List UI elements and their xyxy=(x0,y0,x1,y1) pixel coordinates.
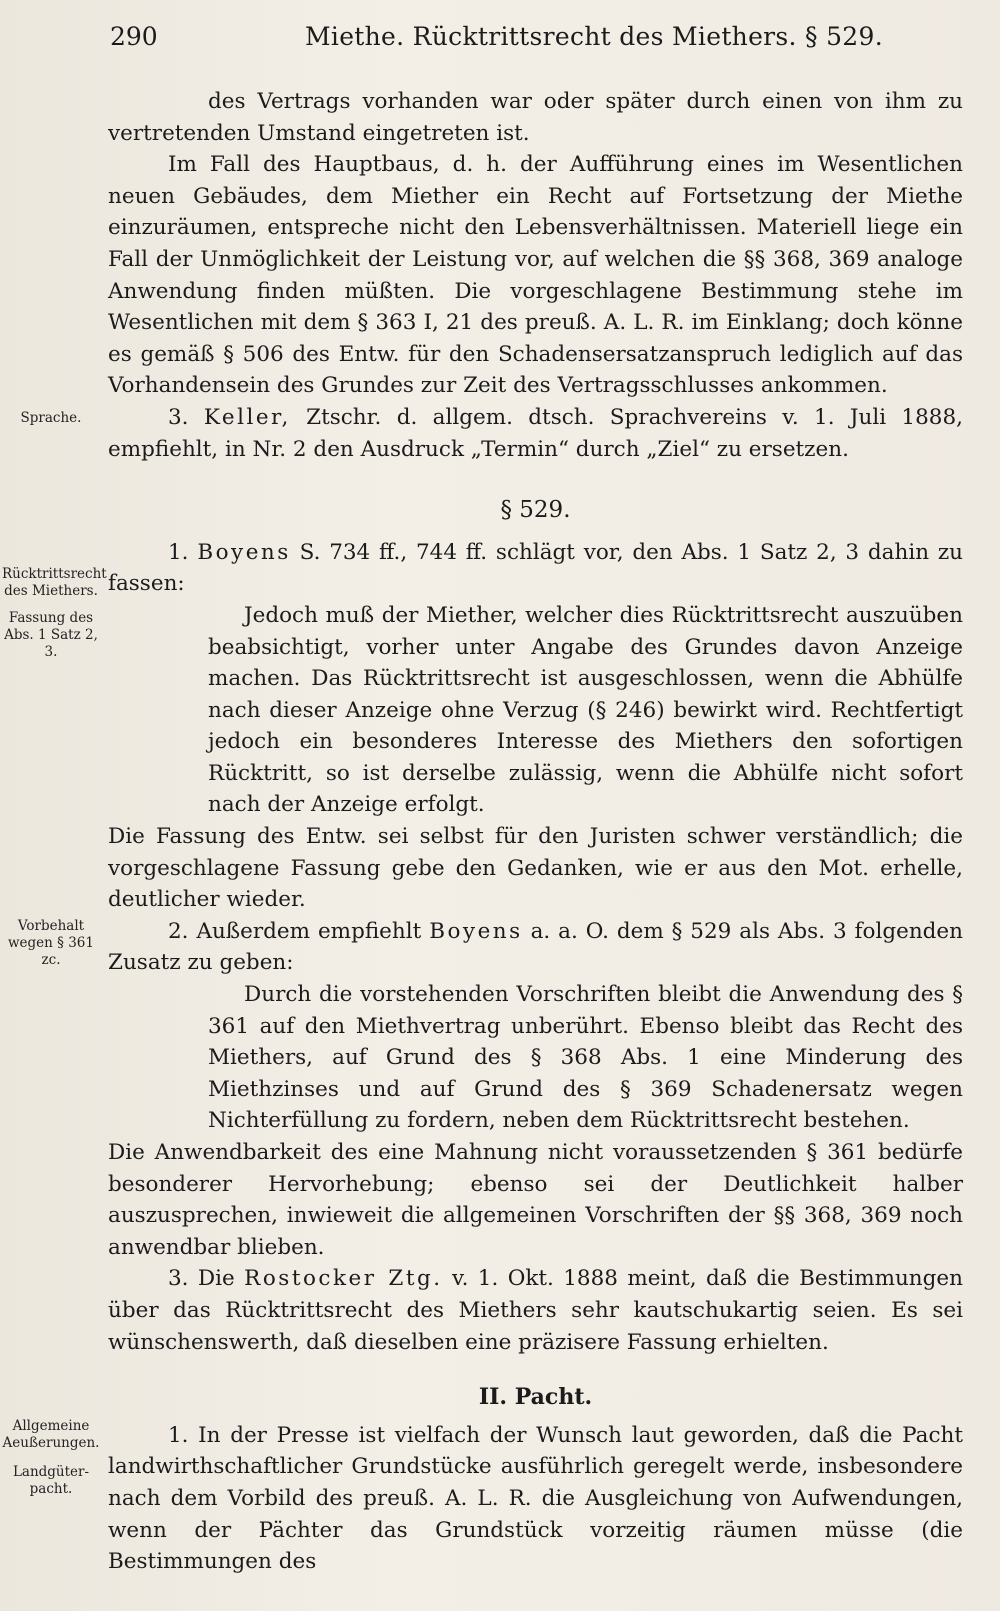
running-title: Miethe. Rücktrittsrecht des Miethers. § 529. xyxy=(305,22,883,51)
proposed-wording-2: Durch die vorstehenden Vorschriften bleibt die Anwendung des § 361 auf den Miethvertrag unberührt. Ebenso bleibt das Recht des Miethers, auf Grund des § 368 Abs. 1 eine Minderung des Miethzinses und auf Grund des § 369 Schadenersatz wegen Nichterfüllung zu fordern, neben dem Rücktrittsrecht bestehen. xyxy=(208,982,963,1134)
item-number: 1. xyxy=(168,539,189,565)
page-body xyxy=(108,86,963,1578)
item-text: S. 734 ff., 744 ff. schlägt vor, den Abs. 1 Satz 2, 3 dahin zu fassen: xyxy=(108,539,964,597)
margin-note-allgemeine: Allgemeine Aeußerungen. xyxy=(2,1418,100,1451)
item-text-b: a. a. O. dem § 529 als Abs. 3 folgenden Zusatz zu geben: xyxy=(108,918,963,976)
item-text-b: v. 1. Okt. 1888 meint, daß die Bestimmungen über das Rücktrittsrecht des Miethers sehr kautschukartig seien. Es sei wünschenswerth, daß dieselben eine präzisere Fassung erhielten. xyxy=(108,1266,963,1355)
margin-note-landgueter: Landgüter-pacht. xyxy=(12,1464,90,1497)
item-text-a: Außerdem empfiehlt xyxy=(196,918,422,944)
section-heading-pacht: II. Pacht. xyxy=(478,1384,593,1411)
paragraph-boyens-1-comment: Die Fassung des Entw. sei selbst für den Juristen schwer verständlich; die vorgeschlagene Fassung gebe den Gedanken, wie er aus den Mot. erhelle, deutlicher wieder. xyxy=(108,824,963,913)
item-number: 2. xyxy=(168,918,189,944)
paragraph-hauptbau: Im Fall des Hauptbaus, d. h. der Aufführung eines im Wesentlichen neuen Gebäudes, dem Miether ein Recht auf Fortsetzung der Miethe einzuräumen, entspreche nicht den Lebensverhältnissen. Materiell liege ein Fall der Unmöglichkeit der Leistung vor, auf welchen die §§ 368, 369 analoge Anwendung finden müßten. Die vorgeschlagene Bestimmung stehe im Wesentlichen mit dem § 363 I, 21 des preuß. A. L. R. im Einklang; doch könne es gemäß § 506 des Entw. für den Schadensersatzanspruch lediglich auf das Vorhandensein des Grundes zur Zeit des Vertragsschlusses ankommen. xyxy=(108,152,963,399)
paragraph-boyens-2-comment: Die Anwendbarkeit des eine Mahnung nicht voraussetzenden § 361 bedürfe besonderer Hervorhebung; ebenso sei der Deutlichkeit halber auszusprechen, inwieweit die allgemeinen Vorschriften der §§ 368, 369 noch anwendbar blieben. xyxy=(108,1140,963,1260)
margin-note-ruecktritt: Rücktrittsrecht des Miethers. xyxy=(2,566,107,599)
margin-note-sprache: Sprache. xyxy=(20,410,82,426)
author-name: Keller, xyxy=(203,404,291,430)
margin-note-vorbehalt: Vorbehalt wegen § 361 zc. xyxy=(8,918,94,968)
item-text-a: Die xyxy=(197,1266,235,1292)
author-name: Boyens xyxy=(429,918,523,944)
page-number: 290 xyxy=(110,22,158,51)
paragraph-pacht-1: 1. In der Presse ist vielfach der Wunsch laut geworden, daß die Pacht landwirthschaftlicher Grundstücke ausführlich geregelt werde, insbesondere nach dem Vorbild des preuß. A. L. R. die Ausgleichung von Aufwendungen, wenn der Pächter das Grundstück vorzeitig räumen müsse (die Bestimmungen des xyxy=(108,1422,963,1575)
item-text: Ztschr. d. allgem. dtsch. Sprachvereins v. 1. Juli 1888, empfiehlt, in Nr. 2 den Ausdruck „Termin“ durch „Ziel“ zu ersetzen. xyxy=(108,404,963,462)
section-heading: § 529. xyxy=(500,497,571,524)
paragraph-rostocker xyxy=(108,1263,963,1358)
proposed-wording-1: Jedoch muß der Miether, welcher dies Rücktrittsrecht auszuüben beabsichtigt, vorher unter Angabe des Grundes davon Anzeige machen. Das Rücktrittsrecht ist ausgeschlossen, wenn die Abhülfe nach dieser Anzeige ohne Verzug (§ 246) bewirkt wird. Rechtfertigt jedoch ein besonderes Interesse des Miethers den sofortigen Rücktritt, so ist derselbe zulässig, wenn die Abhülfe nicht sofort nach der Anzeige erfolgt. xyxy=(208,602,963,818)
paragraph-keller xyxy=(108,402,963,465)
paragraph-continued: des Vertrags vorhanden war oder später durch einen von ihm zu vertretenden Umstand eingetreten ist. xyxy=(108,89,963,146)
page-header xyxy=(110,22,970,62)
item-number: 3. xyxy=(168,1266,189,1292)
margin-note-fassung: Fassung des Abs. 1 Satz 2, 3. xyxy=(4,610,98,660)
source-name: Rostocker Ztg. xyxy=(244,1266,443,1292)
paragraph-boyens-1 xyxy=(108,537,963,600)
item-number: 3. xyxy=(168,404,189,430)
author-name: Boyens xyxy=(197,539,291,565)
paragraph-boyens-2 xyxy=(108,916,963,979)
